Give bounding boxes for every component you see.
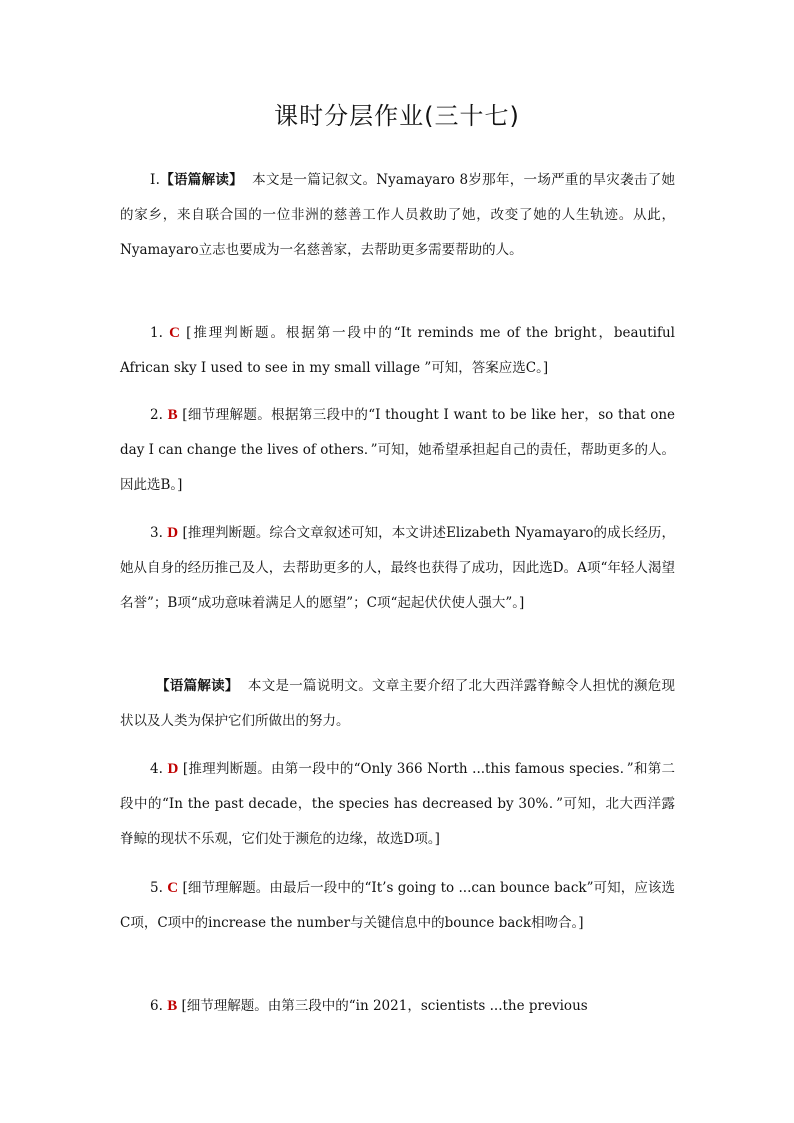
answer-explanation: [推理判断题。由第一段中的“Only 366 North ...this famous species．”和第二段中的“In the past decade，the species has decreased by 30%．”可知，北大西洋露脊鲸的现状不乐观，它们处于濒危的边缘，故选D项。]: [120, 761, 675, 847]
answer-item-4: [120, 752, 675, 857]
answer-explanation: [推理判断题。根据第一段中的“It reminds me of the bright，beautiful African sky I used to see in my small village ”可知，答案应选C。]: [120, 325, 675, 376]
answer-letter: B: [167, 998, 178, 1014]
item-number: 1.: [150, 325, 163, 341]
answer-item-3: [120, 516, 675, 621]
answer-letter: B: [167, 407, 178, 423]
reading-summary-2: [120, 669, 675, 739]
reading-summary-text: 本文是一篇说明文。文章主要介绍了北大西洋露脊鲸令人担忧的濒危现状以及人类为保护它们所做出的努力。: [120, 678, 676, 729]
item-number: 3.: [150, 525, 163, 541]
answer-item-1: [120, 316, 675, 386]
section-prefix: Ⅰ.: [150, 172, 160, 188]
reading-tag: 【语篇解读】: [159, 172, 243, 188]
answer-item-2: [120, 398, 675, 503]
item-number: 2.: [150, 407, 163, 423]
item-number: 5.: [150, 880, 163, 896]
reading-summary-1: [120, 163, 675, 268]
answer-explanation: [细节理解题。由最后一段中的“It’s going to ...can bounce back”可知，应该选C项，C项中的increase the number与关键信息中的bounce back相吻合。]: [120, 880, 675, 931]
item-number: 6.: [150, 998, 163, 1014]
answer-item-5: [120, 871, 675, 941]
answer-letter: D: [167, 525, 179, 541]
item-number: 4.: [150, 761, 163, 777]
answer-explanation: [细节理解题。根据第三段中的“I thought I want to be like her，so that one day I can change the lives of others．”可知，她希望承担起自己的责任，帮助更多的人。因此选B。]: [120, 407, 676, 493]
reading-summary-text: 本文是一篇记叙文。Nyamayaro 8岁那年，一场严重的旱灾袭击了她的家乡，来自联合国的一位非洲的慈善工作人员救助了她，改变了她的人生轨迹。从此，Nyamayaro立志也要成为一名慈善家，去帮助更多需要帮助的人。: [120, 172, 675, 258]
reading-tag: 【语篇解读】: [156, 678, 239, 694]
answer-letter: C: [169, 325, 180, 341]
answer-explanation: [细节理解题。由第三段中的“in 2021，scientists ...the previous: [181, 998, 588, 1014]
answer-item-6: [120, 989, 675, 1024]
answer-letter: C: [167, 880, 179, 896]
answer-explanation: [推理判断题。综合文章叙述可知，本文讲述Elizabeth Nyamayaro的成长经历，她从自身的经历推己及人，去帮助更多的人，最终也获得了成功，因此选D。A项“年轻人渴望名誉”；B项“成功意味着满足人的愿望”；C项“起起伏伏使人强大”。]: [120, 525, 675, 611]
answer-letter: D: [167, 761, 179, 777]
page-title: 课时分层作业(三十七): [274, 102, 520, 130]
